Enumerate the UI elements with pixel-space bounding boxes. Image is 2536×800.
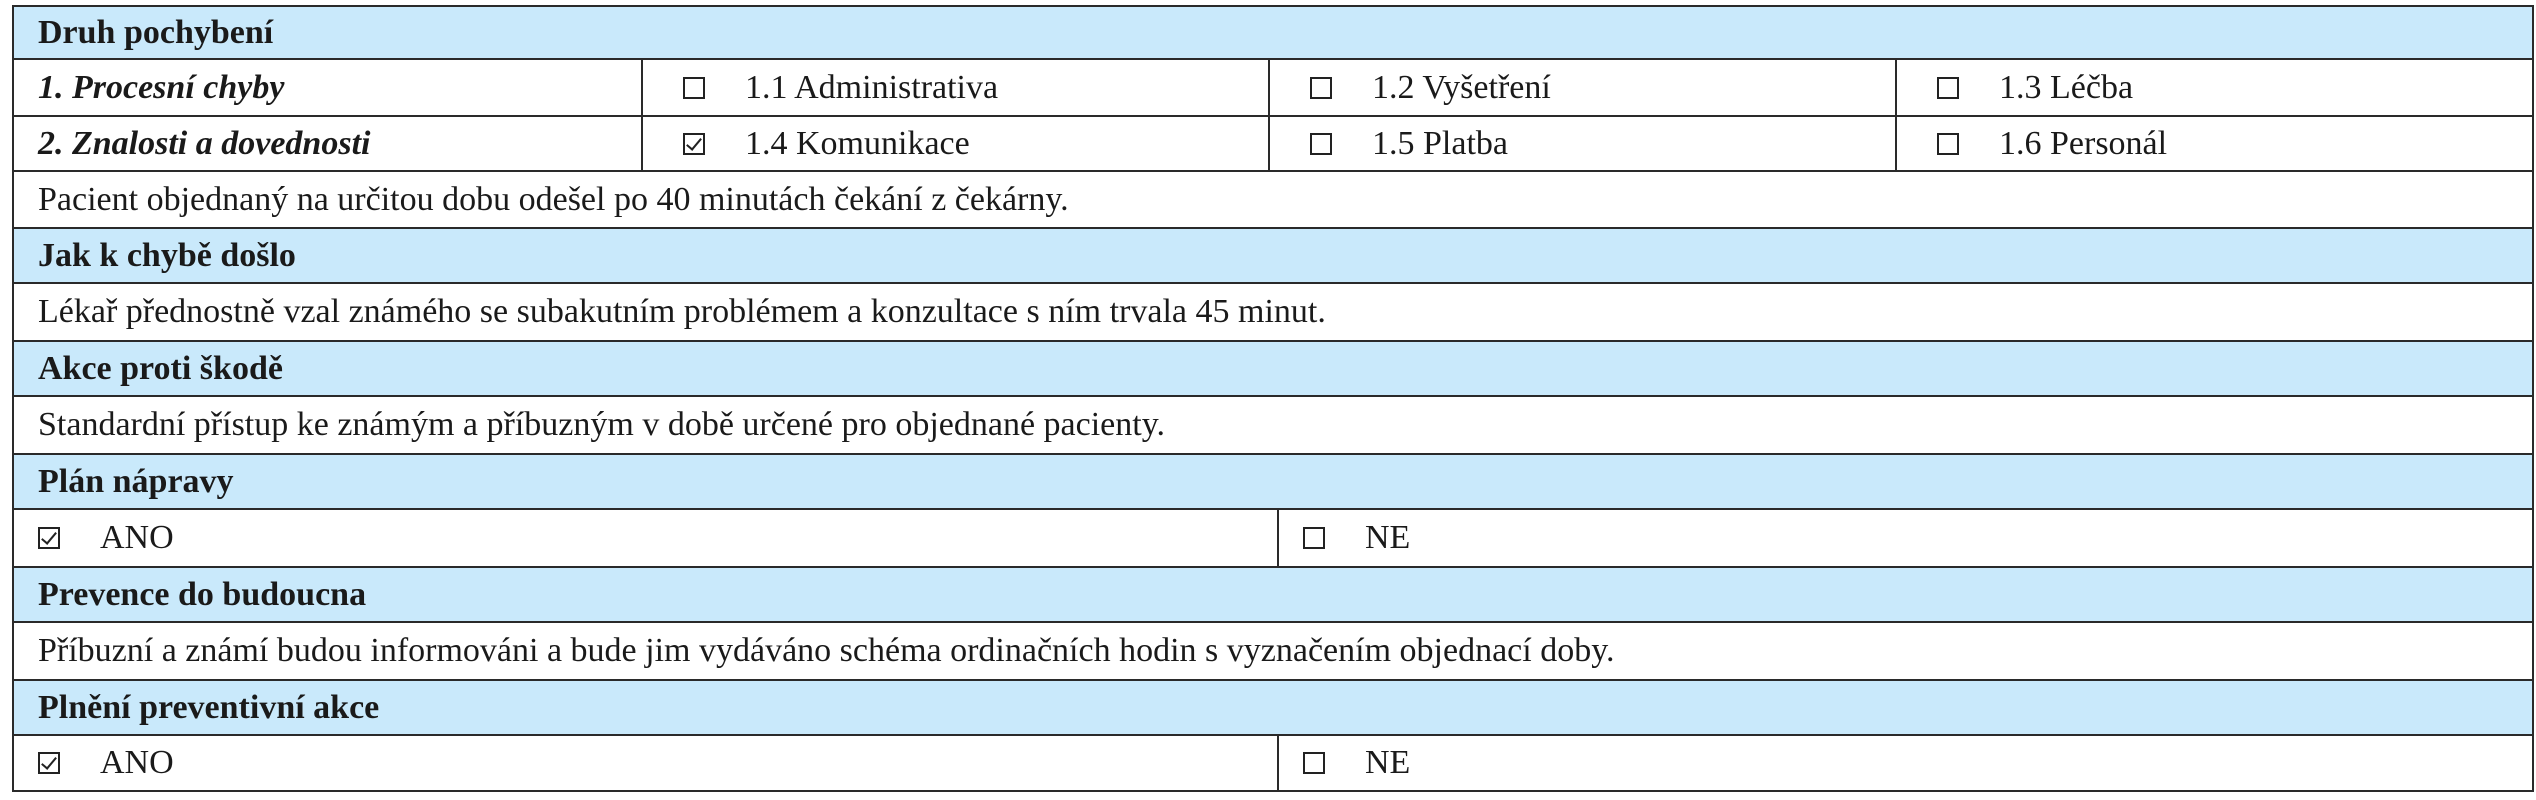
option-ne[interactable] <box>1277 736 2532 790</box>
option-label: 1.2 Vyšetření <box>1372 68 1551 106</box>
action-text: Standardní přístup ke známým a příbuzným v době určené pro objednané pacienty. <box>38 406 1165 443</box>
section-title: Prevence do budoucna <box>38 575 367 613</box>
section-header-plan-napravy <box>12 455 2534 510</box>
section-header-prevence-do-budoucna <box>12 568 2534 623</box>
incident-report-form <box>12 5 2534 792</box>
option-label: NE <box>1365 519 1411 556</box>
option-vysetreni[interactable] <box>1268 60 1895 115</box>
description-text: Pacient objednaný na určitou dobu odešel po 40 minutách čekání z čekárny. <box>38 180 1069 218</box>
checkbox-personal[interactable] <box>1937 133 1959 155</box>
option-platba[interactable] <box>1268 117 1895 170</box>
prevention-description <box>12 623 2534 681</box>
cause-text: Lékař přednostně vzal známého se subakutním problémem a konzultace s ním trvala 45 minut. <box>38 293 1326 330</box>
checkbox-platba[interactable] <box>1310 133 1332 155</box>
section-title: Jak k chybě došlo <box>38 236 296 274</box>
damage-action-description <box>12 397 2534 455</box>
section-header-jak-k-chybe-doslo <box>12 229 2534 284</box>
section-title: Akce proti škodě <box>38 349 283 387</box>
section-title: Druh pochybení <box>38 13 274 51</box>
checkbox-ano-checked[interactable] <box>38 752 60 774</box>
error-category-label: 2. Znalosti a dovednosti <box>38 124 371 162</box>
section-header-akce-proti-skode <box>12 342 2534 397</box>
option-label: 1.4 Komunikace <box>745 124 970 162</box>
checkbox-vysetreni[interactable] <box>1310 77 1332 99</box>
option-komunikace[interactable] <box>641 117 1268 170</box>
error-category-label: 1. Procesní chyby <box>38 68 285 106</box>
section-header-plneni-preventivni-akce <box>12 681 2534 736</box>
error-type-row-znalosti <box>12 117 2534 172</box>
section-header-druh-pochybeni <box>12 5 2534 60</box>
option-administrativa[interactable] <box>641 60 1268 115</box>
option-label: 1.1 Administrativa <box>745 68 999 106</box>
option-label: ANO <box>100 744 174 781</box>
option-ano[interactable] <box>14 510 1277 566</box>
option-ano[interactable] <box>14 736 1277 790</box>
option-label: 1.5 Platba <box>1372 124 1508 162</box>
checkbox-lecba[interactable] <box>1937 77 1959 99</box>
section-title: Plán nápravy <box>38 462 234 500</box>
checkbox-komunikace-checked[interactable] <box>683 133 705 155</box>
error-description <box>12 172 2534 229</box>
error-type-row-procesni-chyby <box>12 60 2534 117</box>
option-label: ANO <box>100 519 174 556</box>
option-label: 1.6 Personál <box>1999 124 2168 162</box>
checkbox-ne[interactable] <box>1303 752 1325 774</box>
checkbox-administrativa[interactable] <box>683 77 705 99</box>
option-lecba[interactable] <box>1895 60 2532 115</box>
checkbox-ne[interactable] <box>1303 527 1325 549</box>
option-label: 1.3 Léčba <box>1999 68 2134 106</box>
prevention-text: Příbuzní a známí budou informováni a bude jim vydáváno schéma ordinačních hodin s vyznačením objednací doby. <box>38 632 1615 669</box>
option-personal[interactable] <box>1895 117 2532 170</box>
cause-description <box>12 284 2534 342</box>
section-title: Plnění preventivní akce <box>38 688 380 726</box>
option-ne[interactable] <box>1277 510 2532 566</box>
prevention-fulfillment-options <box>12 736 2534 792</box>
option-label: NE <box>1365 744 1411 781</box>
remedy-plan-options <box>12 510 2534 568</box>
checkbox-ano-checked[interactable] <box>38 527 60 549</box>
